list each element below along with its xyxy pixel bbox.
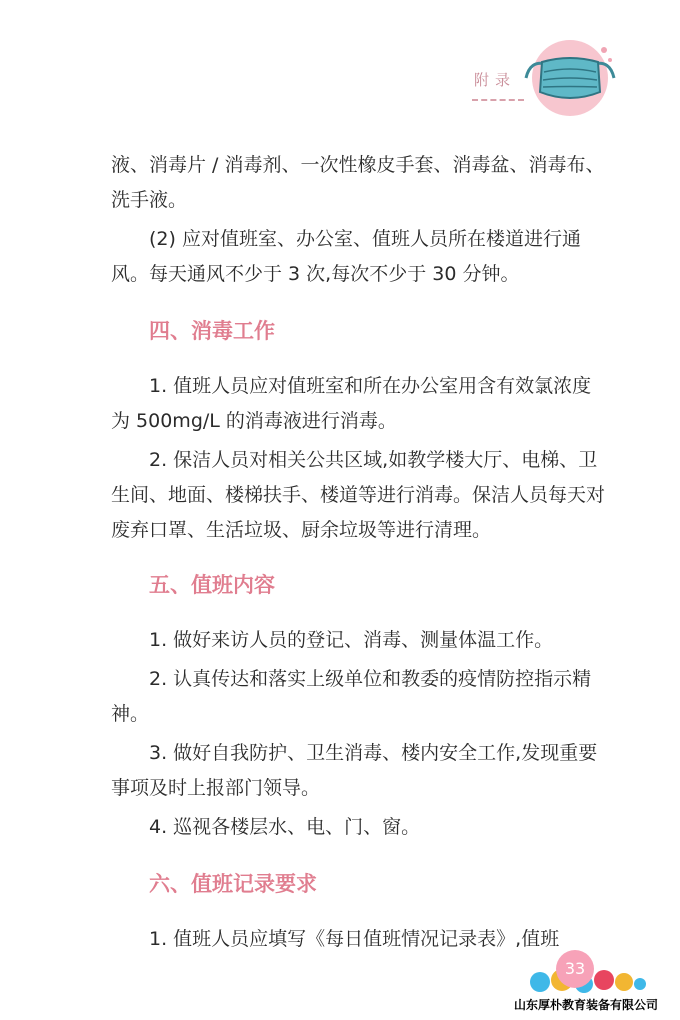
list-item: 1. 值班人员应填写《每日值班情况记录表》,值班: [149, 928, 560, 950]
list-item: 3. 做好自我防护、卫生消毒、楼内安全工作,发现重要事项及时上报部门领导。: [111, 742, 598, 799]
paragraph: (2) 应对值班室、办公室、值班人员所在楼道进行通风。每天通风不少于 3 次,每次不少于 30 分钟。: [111, 228, 581, 285]
section-heading: 四、消毒工作: [149, 319, 275, 343]
list-item: 1. 做好来访人员的登记、消毒、测量体温工作。: [149, 629, 554, 651]
page-number: 33: [556, 950, 594, 988]
section-heading: 五、值班内容: [149, 573, 275, 597]
company-name: 山东厚朴教育装备有限公司: [514, 998, 659, 1012]
brand-logo-icon: [526, 960, 666, 1000]
paragraph: 液、消毒片 / 消毒剂、一次性橡皮手套、消毒盆、消毒布、洗手液。: [111, 154, 605, 211]
list-item: 1. 值班人员应对值班室和所在办公室用含有效氯浓度为 500mg/L 的消毒液进行消毒。: [111, 375, 592, 432]
face-mask-icon: [518, 40, 618, 120]
list-item: 4. 巡视各楼层水、电、门、窗。: [149, 816, 421, 838]
header-divider: [472, 99, 524, 101]
list-item: 2. 保洁人员对相关公共区域,如教学楼大厅、电梯、卫生间、地面、楼梯扶手、楼道等进行消毒。保洁人员每天对废弃口罩、生活垃圾、厨余垃圾等进行清理。: [111, 449, 606, 541]
page-body: [111, 148, 609, 957]
section-label: 附录: [474, 71, 517, 89]
section-heading: 六、值班记录要求: [149, 872, 317, 896]
list-item: 2. 认真传达和落实上级单位和教委的疫情防控指示精神。: [111, 668, 592, 725]
